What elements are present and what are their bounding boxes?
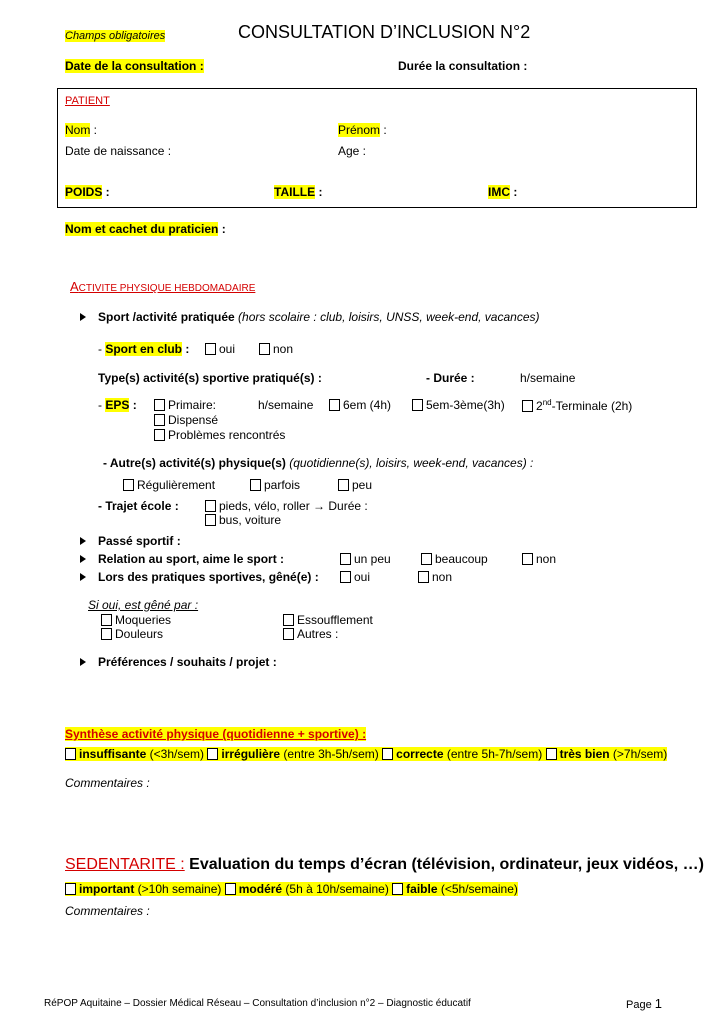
tres-bien-label: très bien bbox=[559, 747, 610, 761]
taille-sep: : bbox=[315, 185, 323, 199]
praticien-label: Nom et cachet du praticien bbox=[65, 222, 219, 236]
prenom-sep: : bbox=[380, 123, 387, 137]
peu-label: peu bbox=[352, 478, 373, 492]
relation-non-label: non bbox=[536, 552, 557, 566]
seconde-sup: nd bbox=[542, 398, 552, 407]
gene-oui-label: oui bbox=[354, 570, 371, 584]
required-fields-legend: Champs obligatoires bbox=[65, 30, 166, 42]
seconde-post: -Terminale (2h) bbox=[551, 399, 633, 413]
eps-row bbox=[98, 398, 137, 412]
club-label: Sport en club bbox=[105, 342, 183, 356]
page-number bbox=[626, 996, 662, 1011]
checkbox-icon bbox=[207, 748, 218, 760]
checkbox-icon bbox=[205, 514, 216, 526]
primaire-label: Primaire: bbox=[168, 398, 217, 412]
praticien-field[interactable] bbox=[65, 222, 226, 236]
checkbox-icon bbox=[250, 479, 261, 491]
bus-checkbox[interactable] bbox=[205, 513, 281, 527]
gene-oui-checkbox[interactable] bbox=[340, 570, 370, 584]
gene-non-checkbox[interactable] bbox=[418, 570, 452, 584]
checkbox-icon bbox=[65, 883, 76, 895]
checkbox-icon bbox=[154, 414, 165, 426]
checkbox-icon bbox=[65, 748, 76, 760]
relation-sport-label: Relation au sport, aime le sport : bbox=[98, 552, 285, 566]
synthese-options bbox=[65, 747, 667, 761]
regulierement-label: Régulièrement bbox=[137, 478, 216, 492]
preferences-label: Préférences / souhaits / projet : bbox=[98, 655, 277, 669]
correcte-note: (entre 5h-7h/sem) bbox=[443, 747, 543, 761]
insuffisante-checkbox[interactable] bbox=[65, 747, 204, 761]
synthese-title: Synthèse activité physique (quotidienne + sportive) : bbox=[65, 727, 367, 741]
eps-5em-checkbox[interactable] bbox=[412, 398, 505, 412]
autres-activites-label: - Autre(s) activité(s) physique(s) bbox=[103, 456, 286, 470]
trajet-label: - Trajet école : bbox=[98, 499, 179, 513]
un-peu-label: un peu bbox=[354, 552, 391, 566]
eps-problemes-checkbox[interactable] bbox=[154, 428, 285, 442]
tres-bien-note: (>7h/sem) bbox=[609, 747, 668, 761]
dispense-label: Dispensé bbox=[168, 413, 219, 427]
pieds-duree-label: Durée : bbox=[328, 499, 368, 513]
relation-sport-row bbox=[80, 552, 284, 566]
checkbox-icon bbox=[338, 479, 349, 491]
activite-heading-rest: CTIVITE PHYSIQUE HEBDOMADAIRE bbox=[78, 283, 256, 294]
gene-label: Lors des pratiques sportives, gêné(e) : bbox=[98, 570, 319, 584]
nom-sep: : bbox=[90, 123, 98, 137]
activite-heading-initial: A bbox=[70, 279, 79, 294]
checkbox-icon bbox=[329, 399, 340, 411]
preferences-row bbox=[80, 655, 277, 669]
passe-sportif-row bbox=[80, 534, 181, 548]
checkbox-icon bbox=[522, 400, 533, 412]
page-title: CONSULTATION D’INCLUSION N°2 bbox=[238, 22, 531, 42]
parfois-checkbox[interactable] bbox=[250, 478, 300, 492]
checkbox-icon bbox=[283, 628, 294, 640]
synthese-commentaires[interactable]: Commentaires : bbox=[65, 776, 150, 790]
bullet-arrow-icon bbox=[80, 658, 86, 666]
checkbox-icon bbox=[205, 343, 216, 355]
checkbox-icon bbox=[340, 553, 351, 565]
imc-label: IMC bbox=[488, 185, 510, 199]
insuffisante-note: (<3h/sem) bbox=[146, 747, 205, 761]
right-arrow-icon: → bbox=[309, 499, 329, 513]
sedentarite-heading bbox=[65, 856, 704, 874]
pieds-checkbox[interactable] bbox=[205, 499, 368, 513]
modere-note: (5h à 10h/semaine) bbox=[282, 882, 389, 896]
important-label: important bbox=[79, 882, 135, 896]
moqueries-label: Moqueries bbox=[115, 613, 172, 627]
sport-pratique-note: (hors scolaire : club, loisirs, UNSS, week-end, vacances) bbox=[238, 310, 540, 324]
problemes-label: Problèmes rencontrés bbox=[168, 428, 286, 442]
duree-label: - Durée : bbox=[426, 371, 475, 385]
checkbox-icon bbox=[392, 883, 403, 895]
page-num: 1 bbox=[654, 996, 662, 1011]
prenom-label: Prénom bbox=[338, 123, 381, 137]
modere-checkbox[interactable] bbox=[225, 882, 389, 896]
checkbox-icon bbox=[382, 748, 393, 760]
douleurs-label: Douleurs bbox=[115, 627, 164, 641]
eps-6em-checkbox[interactable] bbox=[329, 398, 391, 412]
checkbox-icon bbox=[412, 399, 423, 411]
essoufflement-checkbox[interactable] bbox=[283, 613, 373, 627]
pieds-label: pieds, vélo, roller bbox=[219, 499, 310, 513]
bullet-arrow-icon bbox=[80, 573, 86, 581]
essoufflement-label: Essoufflement bbox=[297, 613, 373, 627]
bullet-arrow-icon bbox=[80, 537, 86, 545]
faible-label: faible bbox=[406, 882, 438, 896]
eps-sep: : bbox=[129, 398, 137, 412]
autres-label: Autres : bbox=[297, 627, 339, 641]
primaire-unit: h/semaine bbox=[258, 398, 314, 412]
sixieme-label: 6em (4h) bbox=[343, 398, 392, 412]
sport-pratique-label: Sport /activité pratiquée bbox=[98, 310, 235, 324]
imc-field[interactable] bbox=[488, 185, 517, 199]
patient-section-title: PATIENT bbox=[65, 95, 110, 107]
page-label: Page bbox=[626, 999, 655, 1011]
poids-sep: : bbox=[102, 185, 110, 199]
consult-date-label: Date de la consultation : bbox=[65, 59, 204, 73]
duree-unit: h/semaine bbox=[520, 371, 576, 385]
eps-dispense-checkbox[interactable] bbox=[154, 413, 218, 427]
irreguliere-checkbox[interactable] bbox=[207, 747, 378, 761]
nom-label: Nom bbox=[65, 123, 91, 137]
taille-label: TAILLE bbox=[274, 185, 316, 199]
praticien-sep: : bbox=[218, 222, 226, 236]
checkbox-icon bbox=[546, 748, 557, 760]
important-checkbox[interactable] bbox=[65, 882, 221, 896]
bus-label: bus, voiture bbox=[219, 513, 282, 527]
type-activite-label: Type(s) activité(s) sportive pratiqué(s) : bbox=[98, 371, 322, 385]
parfois-label: parfois bbox=[264, 478, 301, 492]
gene-non-label: non bbox=[432, 570, 453, 584]
age-field[interactable]: Age : bbox=[338, 144, 367, 158]
club-oui-label: oui bbox=[219, 342, 236, 356]
nom-field[interactable] bbox=[65, 123, 97, 137]
prenom-field[interactable] bbox=[338, 123, 387, 137]
seconde-pre: 2 bbox=[536, 399, 543, 413]
club-sep: : bbox=[182, 342, 190, 356]
checkbox-icon bbox=[340, 571, 351, 583]
faible-checkbox[interactable] bbox=[392, 882, 518, 896]
checkbox-icon bbox=[154, 399, 165, 411]
club-oui-checkbox[interactable] bbox=[205, 342, 235, 356]
peu-checkbox[interactable] bbox=[338, 478, 372, 492]
sedentarite-options bbox=[65, 882, 518, 896]
club-non-label: non bbox=[273, 342, 294, 356]
insuffisante-label: insuffisante bbox=[79, 747, 147, 761]
club-dash: - bbox=[98, 342, 106, 356]
checkbox-icon bbox=[421, 553, 432, 565]
passe-sportif-label: Passé sportif : bbox=[98, 534, 181, 548]
sedentarite-title: Evaluation du temps d’écran (télévision, ordinateur, jeux vidéos, …) bbox=[184, 856, 704, 873]
faible-note: (<5h/semaine) bbox=[437, 882, 518, 896]
beaucoup-label: beaucoup bbox=[435, 552, 488, 566]
autres-activites-note: (quotidienne(s), loisirs, week-end, vacances) : bbox=[289, 456, 534, 470]
club-non-checkbox[interactable] bbox=[259, 342, 293, 356]
irreguliere-label: irrégulière bbox=[221, 747, 281, 761]
un-peu-checkbox[interactable] bbox=[340, 552, 391, 566]
checkbox-icon bbox=[101, 614, 112, 626]
douleurs-checkbox[interactable] bbox=[101, 627, 163, 641]
checkbox-icon bbox=[259, 343, 270, 355]
checkbox-icon bbox=[522, 553, 533, 565]
si-oui-label: Si oui, est gêné par : bbox=[88, 598, 199, 612]
tres-bien-checkbox[interactable] bbox=[546, 747, 668, 761]
checkbox-icon bbox=[101, 628, 112, 640]
eps-label: EPS bbox=[105, 398, 130, 412]
moqueries-checkbox[interactable] bbox=[101, 613, 171, 627]
club-row bbox=[98, 342, 189, 356]
checkbox-icon bbox=[123, 479, 134, 491]
autres-activites-row bbox=[103, 456, 533, 470]
bullet-arrow-icon bbox=[80, 313, 86, 321]
important-note: (>10h semaine) bbox=[134, 882, 222, 896]
eps-seconde-checkbox[interactable] bbox=[522, 398, 632, 413]
poids-field[interactable] bbox=[65, 185, 110, 199]
activite-heading bbox=[70, 279, 255, 294]
sport-pratique-row bbox=[80, 310, 540, 324]
imc-sep: : bbox=[510, 185, 518, 199]
correcte-label: correcte bbox=[396, 747, 444, 761]
bullet-arrow-icon bbox=[80, 555, 86, 563]
taille-field[interactable] bbox=[274, 185, 322, 199]
footer-text: RéPOP Aquitaine – Dossier Médical Réseau – Consultation d’inclusion n°2 – Diagnostic éducatif bbox=[44, 998, 471, 1009]
relation-non-checkbox[interactable] bbox=[522, 552, 556, 566]
naissance-field[interactable]: Date de naissance : bbox=[65, 144, 172, 158]
modere-label: modéré bbox=[238, 882, 283, 896]
irreguliere-note: (entre 3h-5h/sem) bbox=[280, 747, 379, 761]
correcte-checkbox[interactable] bbox=[382, 747, 542, 761]
poids-label: POIDS bbox=[65, 185, 103, 199]
sedentarite-commentaires[interactable]: Commentaires : bbox=[65, 904, 150, 918]
checkbox-icon bbox=[154, 429, 165, 441]
gene-row bbox=[80, 570, 319, 584]
checkbox-icon bbox=[418, 571, 429, 583]
sedentarite-label: SEDENTARITE : bbox=[65, 856, 185, 873]
regulierement-checkbox[interactable] bbox=[123, 478, 215, 492]
autres-checkbox[interactable] bbox=[283, 627, 338, 641]
checkbox-icon bbox=[283, 614, 294, 626]
cinquieme-label: 5em-3ème(3h) bbox=[426, 398, 505, 412]
beaucoup-checkbox[interactable] bbox=[421, 552, 488, 566]
eps-primaire-checkbox[interactable] bbox=[154, 398, 216, 412]
eps-dash: - bbox=[98, 398, 106, 412]
checkbox-icon bbox=[225, 883, 236, 895]
checkbox-icon bbox=[205, 500, 216, 512]
consult-duration-label: Durée la consultation : bbox=[398, 59, 528, 73]
